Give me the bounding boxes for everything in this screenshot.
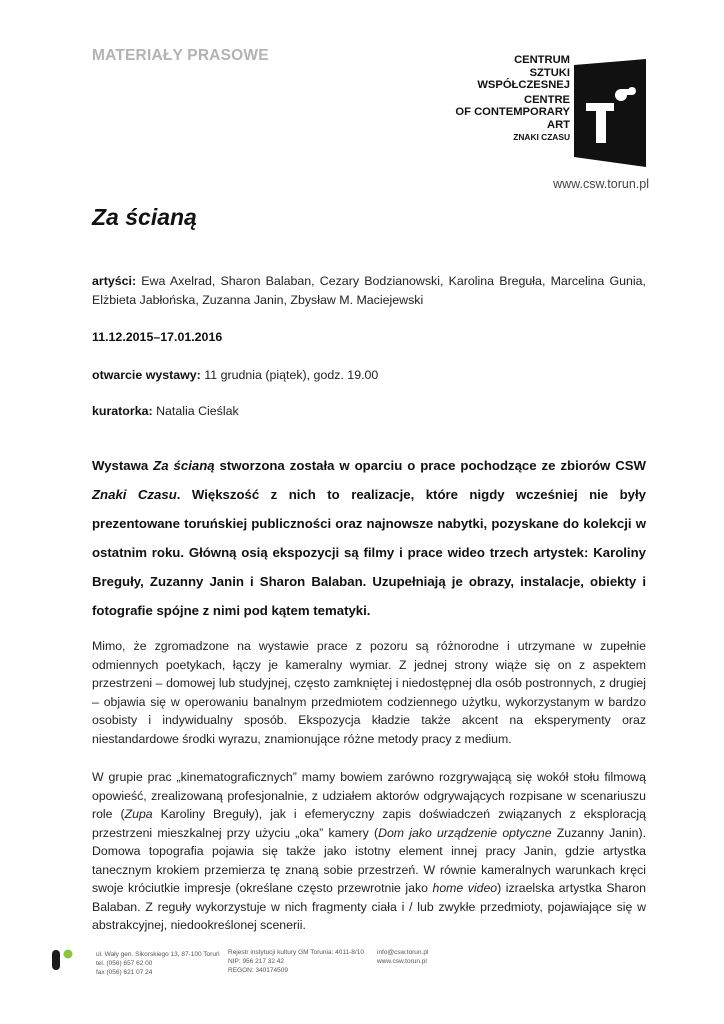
exhibition-title: Za ścianą (92, 204, 197, 230)
body-paragraph-2: W grupie prac „kinematograficznych” mamy bowiem zarówno rozgrywającą się wokół stołu filmową opowieść, zrealizowaną profesjonalnie, z udziałem aktorów odgrywających rozpisane w scenariuszu role (Zupa Karoliny Breguły), jak i efemeryczny zapis doświadczeń związanych z eksploracją przestrzeni mieszkalnej przy użyciu „oka” kamery (Dom jako urządzenie optyczne Zuzanny Janin). Domowa topografia pojawia się także jako istotny element innej pracy Janin, gdzie artystka tanecznym krokiem przemierza tę znaną sobie przestrzeń. W równie kameralnych warunkach kręci swoje króciutkie impresje (określane często przewrotnie jako home video) izraelska artystka Sharon Balaban. Z reguły wykorzystuje w nich fragmenty ciała i / lub zwykłe przedmioty, pojawiające się w abstrakcyjnej, niedookreślonej scenerii. (92, 770, 647, 932)
curator-value: Natalia Cieślak (156, 404, 239, 418)
dates (92, 328, 646, 347)
work-title: Zupa (124, 807, 153, 821)
logo-line: SZTUKI (529, 66, 570, 79)
logo-line: CENTRUM (514, 54, 570, 66)
press-materials-label: MATERIAŁY PRASOWE (92, 47, 269, 64)
institution-ref: Znaki Czasu (92, 487, 177, 502)
body-paragraph-1: Mimo, że zgromadzone na wystawie prace z pozoru są różnorodne i utrzymane w zupełnie odmiennych poetykach, łączy je kameralny wymiar. Z jednej strony wiąże się on z aspektem przestrzeni – domowej lub studyjnej, często zamkniętej i niedostępnej dla osób postronnych, z drugiej – objawia się w operowaniu banalnym przedmiotem codziennego użytku, wykorzystanym w bardzo osobisty i indywidualny sposób. Ekspozycja kładzie także akcent na eksperymenty oraz niestandardowe środki wyrazu, znamionujące różne metody pracy z medium. (92, 639, 646, 746)
footer-registry: Rejestr instytucji kultury GM Torunia: 4011-8/10 NIP: 956 217 32 42 REGON: 340174509 (228, 949, 364, 974)
footer-email[interactable]: info@csw.torun.pl (377, 949, 429, 956)
opening-label: otwarcie wystawy: (92, 368, 201, 382)
title-ref: Za ścianą (153, 458, 215, 473)
opening-value: 11 grudnia (piątek), godz. 19.00 (204, 368, 379, 382)
footer-website[interactable]: www.csw.torun.pl (377, 958, 427, 965)
artists-label: artyści: (92, 274, 137, 288)
artists-value: Ewa Axelrad, Sharon Balaban, Cezary Bodzianowski, Karolina Breguła, Marcelina Gunia, Elżbieta Jabłońska, Zuzanna Janin, Zbysław M. Maciejewski (92, 274, 646, 307)
opening-line (92, 366, 646, 385)
logo-line: CENTRE (524, 93, 570, 106)
dates-value: 11.12.2015–17.01.2016 (92, 330, 223, 344)
footer-logo-icon (50, 949, 76, 971)
curator-label: kuratorka: (92, 404, 153, 418)
lead-paragraph: Wystawa Za ścianą stworzona została w oparciu o prace pochodzące ze zbiorów CSW Znaki Czasu. Większość z nich to realizacje, które nigdy wcześniej nie były prezentowane toruńskiej publiczności oraz najnowsze nabytki, pozyskane do kolekcji w ostatnim roku. Główną osią ekspozycji są filmy i prace wideo trzech artystek: Karoliny Breguły, Zuzanny Janin i Sharon Balaban. Uzupełniają je obrazy, instalacje, obiekty i fotografie spójne z nimi pod kątem tematyki. (92, 458, 646, 618)
csw-logo-icon (574, 59, 649, 169)
logo-line: ART (547, 118, 570, 131)
website-url[interactable]: www.csw.torun.pl (553, 177, 649, 191)
work-title: home video (432, 881, 498, 895)
logo-line: WSPÓŁCZESNEJ (477, 79, 570, 91)
footer-contact[interactable] (377, 948, 428, 966)
logo-line: ZNAKI CZASU (513, 132, 570, 142)
footer-address: ul. Wały gen. Sikorskiego 13, 87-100 Toruń tel. (056) 657 62 00 fax (056) 621 07 24 (96, 951, 220, 976)
work-title: Dom jako urządzenie optyczne (378, 825, 552, 840)
institution-name (455, 54, 570, 144)
curator-line (92, 402, 646, 421)
logo-line: OF CONTEMPORARY (455, 106, 570, 118)
artists-line (92, 272, 646, 310)
